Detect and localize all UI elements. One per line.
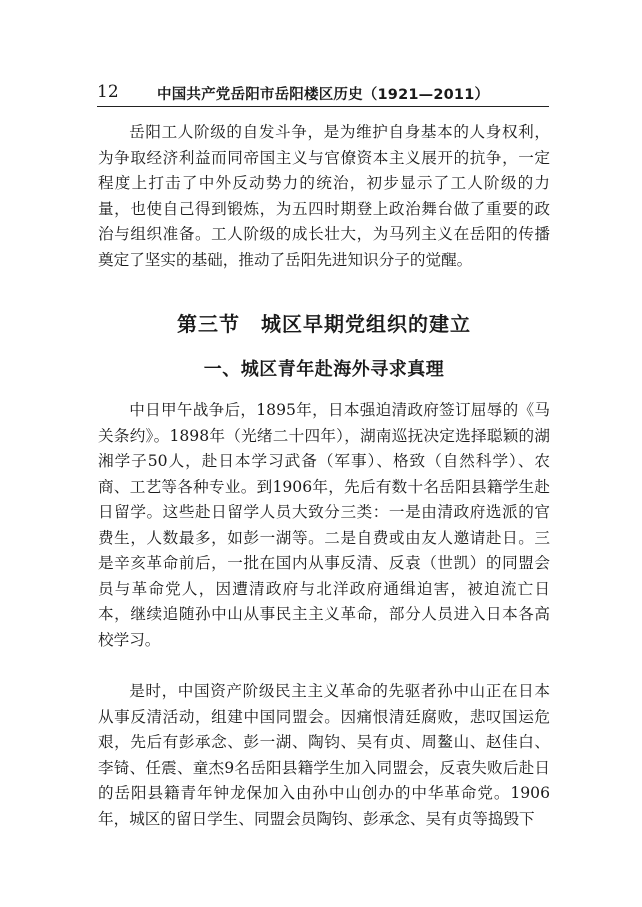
- body-paragraph: 是时，中国资产阶级民主主义革命的先驱者孙中山正在日本从事反清活动，组建中国同盟会。因痛恨清廷腐败，悲叹国运危艰，先后有彭承念、彭一湖、陶钧、吴有贞、周鳌山、赵佳白、李锜、任震、童杰9名岳阳县籍学生加入同盟会，反袁失败后赴日的岳阳县籍青年钟龙保加入由孙中山创办的中华革命党。1906年，城区的留日学生、同盟会员陶钧、彭承念、吴有贞等捣毁下: [98, 682, 550, 828]
- running-title: 中国共产党岳阳市岳阳楼区历史（1921—2011）: [157, 87, 490, 103]
- body-paragraph: 岳阳工人阶级的自发斗争，是为维护自身基本的人身权利，为争取经济利益而同帝国主义与官僚资本主义展开的抗争，一定程度上打击了中外反动势力的统治，初步显示了工人阶级的力量，也使自己得到锻炼，为五四时期登上政治舞台做了重要的政治与组织准备。工人阶级的成长壮大，为马列主义在岳阳的传播奠定了坚实的基础，推动了岳阳先进知识分子的觉醒。: [98, 123, 550, 269]
- section-title: 第三节 城区早期党组织的建立: [177, 312, 471, 336]
- page-number: 12: [97, 82, 119, 102]
- page-header: [97, 80, 549, 107]
- body-paragraph: 中日甲午战争后，1895年，日本强迫清政府签订屈辱的《马关条约》。1898年（光绪二十四年），湖南巡抚决定选择聪颖的湖湘学子50人，赴日本学习武备（军事）、格致（自然科学）、农商、工艺等各种专业。到1906年，先后有数十名岳阳县籍学生赴日留学。这些赴日留学人员大致分三类：一是由清政府选派的官费生，人数最多，如彭一湖等。二是自费或由友人邀请赴日。三是辛亥革命前后，一批在国内从事反清、反袁（世凯）的同盟会员与革命党人，因遭清政府与北洋政府通缉迫害，被迫流亡日本，继续追随孙中山从事民主主义革命，部分人员进入日本各高校学习。: [98, 401, 550, 649]
- subsection-title: 一、城区青年赴海外寻求真理: [203, 359, 445, 380]
